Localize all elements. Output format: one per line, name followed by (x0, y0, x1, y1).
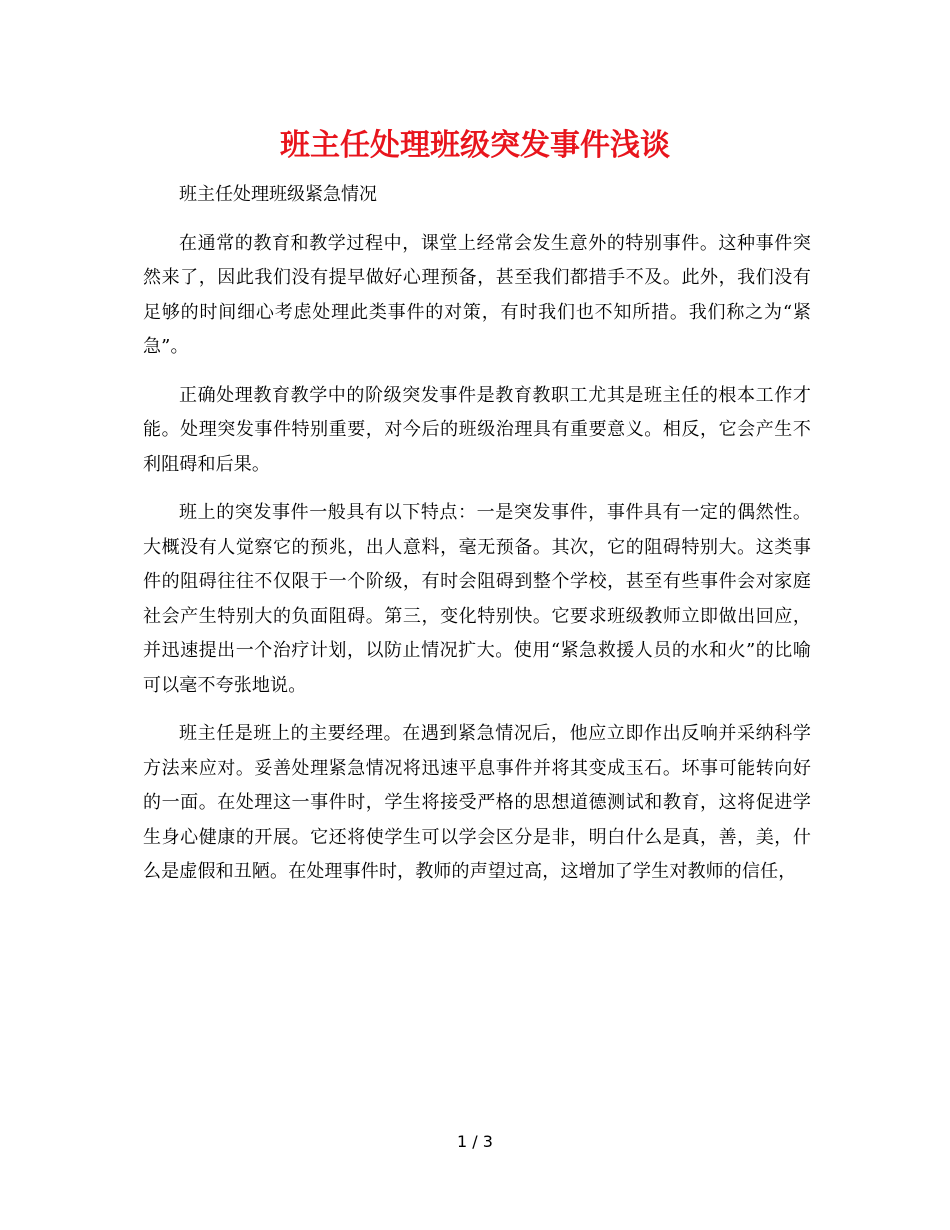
page-number: 1 / 3 (457, 1132, 493, 1151)
section-subtitle: 班主任处理班级紧急情况 (179, 184, 377, 205)
paragraph: 正确处理教育教学中的阶级突发事件是教育教职工尤其是班主任的根本工作才能。处理突发事件特别重要，对今后的班级治理具有重要意义。相反，它会产生不利阻碍和后果。 (143, 384, 811, 475)
document-body (143, 178, 811, 890)
paragraph: 在通常的教育和教学过程中，课堂上经常会发生意外的特别事件。这种事件突然来了，因此我们没有提早做好心理预备，甚至我们都措手不及。此外，我们没有足够的时间细心考虑处理此类事件的对策，有时我们也不知所措。我们称之为“紧急”。 (143, 232, 811, 357)
paragraph: 班主任是班上的主要经理。在遇到紧急情况后，他应立即作出反响并采纳科学方法来应对。妥善处理紧急情况将迅速平息事件并将其变成玉石。坏事可能转向好的一面。在处理这一事件时，学生将接受严格的思想道德测试和教育，这将促进学生身心健康的开展。它还将使学生可以学会区分是非，明白什么是真，善，美，什么是虚假和丑陋。在处理事件时，教师的声望过高，这增加了学生对教师的信任， (143, 723, 811, 882)
paragraph: 班上的突发事件一般具有以下特点：一是突发事件，事件具有一定的偶然性。大概没有人觉察它的预兆，出人意料，毫无预备。其次，它的阻碍特别大。这类事件的阻碍往往不仅限于一个阶级，有时会阻碍到整个学校，甚至有些事件会对家庭社会产生特别大的负面阻碍。第三，变化特别快。它要求班级教师立即做出回应，并迅速提出一个治疗计划，以防止情况扩大。使用“紧急救援人员的水和火”的比喻可以毫不夸张地说。 (143, 502, 811, 696)
document-title: 班主任处理班级突发事件浅谈 (280, 128, 670, 163)
